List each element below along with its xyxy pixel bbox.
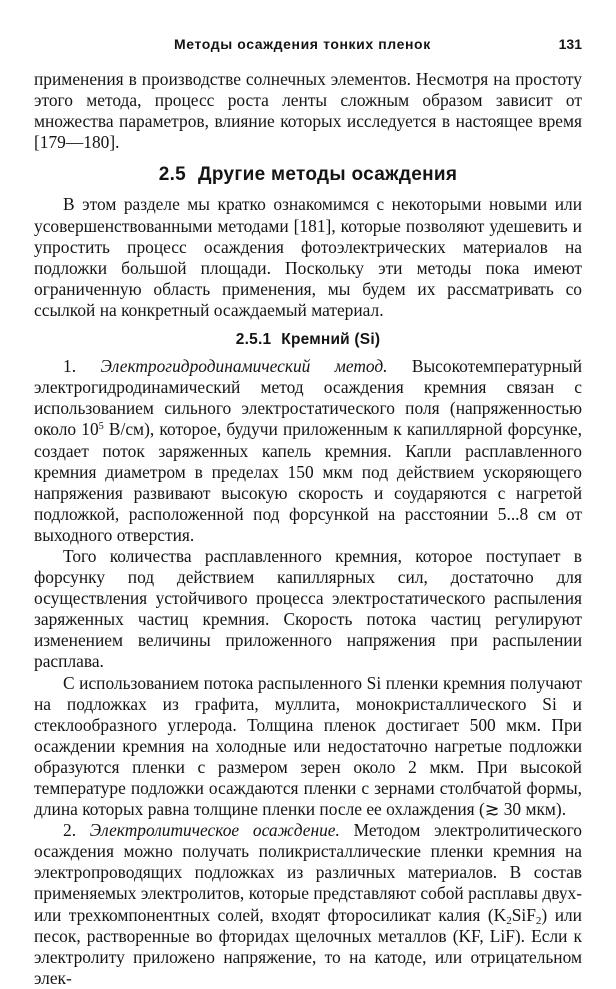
- page-header: [34, 36, 582, 58]
- item-number: 2.: [63, 820, 90, 841]
- paragraph-text: ) или песок, растворенные во фторидах щелочных металлов (KF, LiF). Если к электролиту приложено напряжение, то на катоде, или отрицательном элек-: [34, 904, 582, 988]
- paragraph-method-1: [34, 356, 582, 546]
- paragraph-text: SiF: [511, 904, 536, 925]
- paragraph-method-2: [34, 820, 582, 989]
- page-number: 131: [558, 36, 582, 52]
- paragraph: С использованием потока распыленного Si пленки кремния получают на подложках из графита, муллита, монокристаллического Si и стеклообразного углерода. Толщина пленок достигает 500 мкм. При осаждении кремния на холодные или недостаточно нагретые подложки образуются пленки с размером зерен около 2 мкм. При высокой температуре подложки осаждаются пленки с зернами столбчатой формы, длина которых равна толщине пленки после ее охлаждения (≳ 30 мкм).: [34, 672, 582, 820]
- superscript: 5: [98, 421, 104, 433]
- running-title: Методы осаждения тонких пленок: [174, 36, 431, 52]
- paragraph-text: Методом электролитического осаждения можно получать поликристаллические пленки кремния на электропроводящих подложках из различных материалов. В состав применяемых электролитов, которые представляют собой расплавы двух- или трехкомпонентных солей, входят фторосиликат калия (K: [34, 820, 582, 925]
- subsection-title: Кремний (Si): [281, 331, 381, 349]
- method-title: Электролитическое осаждение.: [89, 820, 340, 841]
- subscript: 2: [506, 914, 512, 927]
- paragraph: Того количества расплавленного кремния, которое поступает в форсунку под действием капиллярных сил, достаточно для осуществления устойчивого процесса электростатического распыления заряженных частиц кремния. Скорость потока частиц регулируют изменением величины приложенного напряжения при распылении расплава.: [34, 545, 582, 672]
- intro-paragraph: В этом разделе мы кратко ознакомимся с некоторыми новыми или усовершенствованными методами [181], которые позволяют удешевить и упростить процесс осаждения фотоэлектрических материалов на подложки большой площади. Поскольку эти методы пока имеют ограниченную область применения, мы будем их рассматривать со ссылкой на конкретный осаждаемый материал.: [34, 194, 582, 320]
- body-text: [34, 69, 582, 989]
- item-number: 1.: [63, 356, 101, 377]
- subsection-number: 2.5.1: [235, 331, 272, 349]
- paragraph-text: Высокотемпературный электрогидродинамический метод осаждения кремния связан с использованием сильного электростатического поля (напряженностью около 10: [34, 356, 583, 440]
- section-title: Другие методы осаждения: [198, 164, 458, 186]
- section-heading: [34, 164, 582, 185]
- subsection-heading: [34, 329, 582, 350]
- paragraph-text: В/см), которое, будучи приложенным к капиллярной форсунке, создает поток заряженных капель кремния. Капли расплавленного кремния диаметром в пределах 150 мкм под действием ускоряющего напряжения развивают высокую скорость и соударяются с нагретой подложкой, расположенной под форсункой на расстоянии 5...8 см от выходного отверстия.: [34, 419, 582, 545]
- method-title: Электрогидродинамический метод.: [100, 356, 388, 377]
- section-number: 2.5: [158, 164, 187, 186]
- subscript: 2: [535, 914, 542, 927]
- continued-paragraph: применения в производстве солнечных элементов. Несмотря на простоту этого метода, процесс роста ленты сложным образом зависит от множества параметров, влияние которых исследуется в настоящее время [179—180].: [34, 69, 582, 153]
